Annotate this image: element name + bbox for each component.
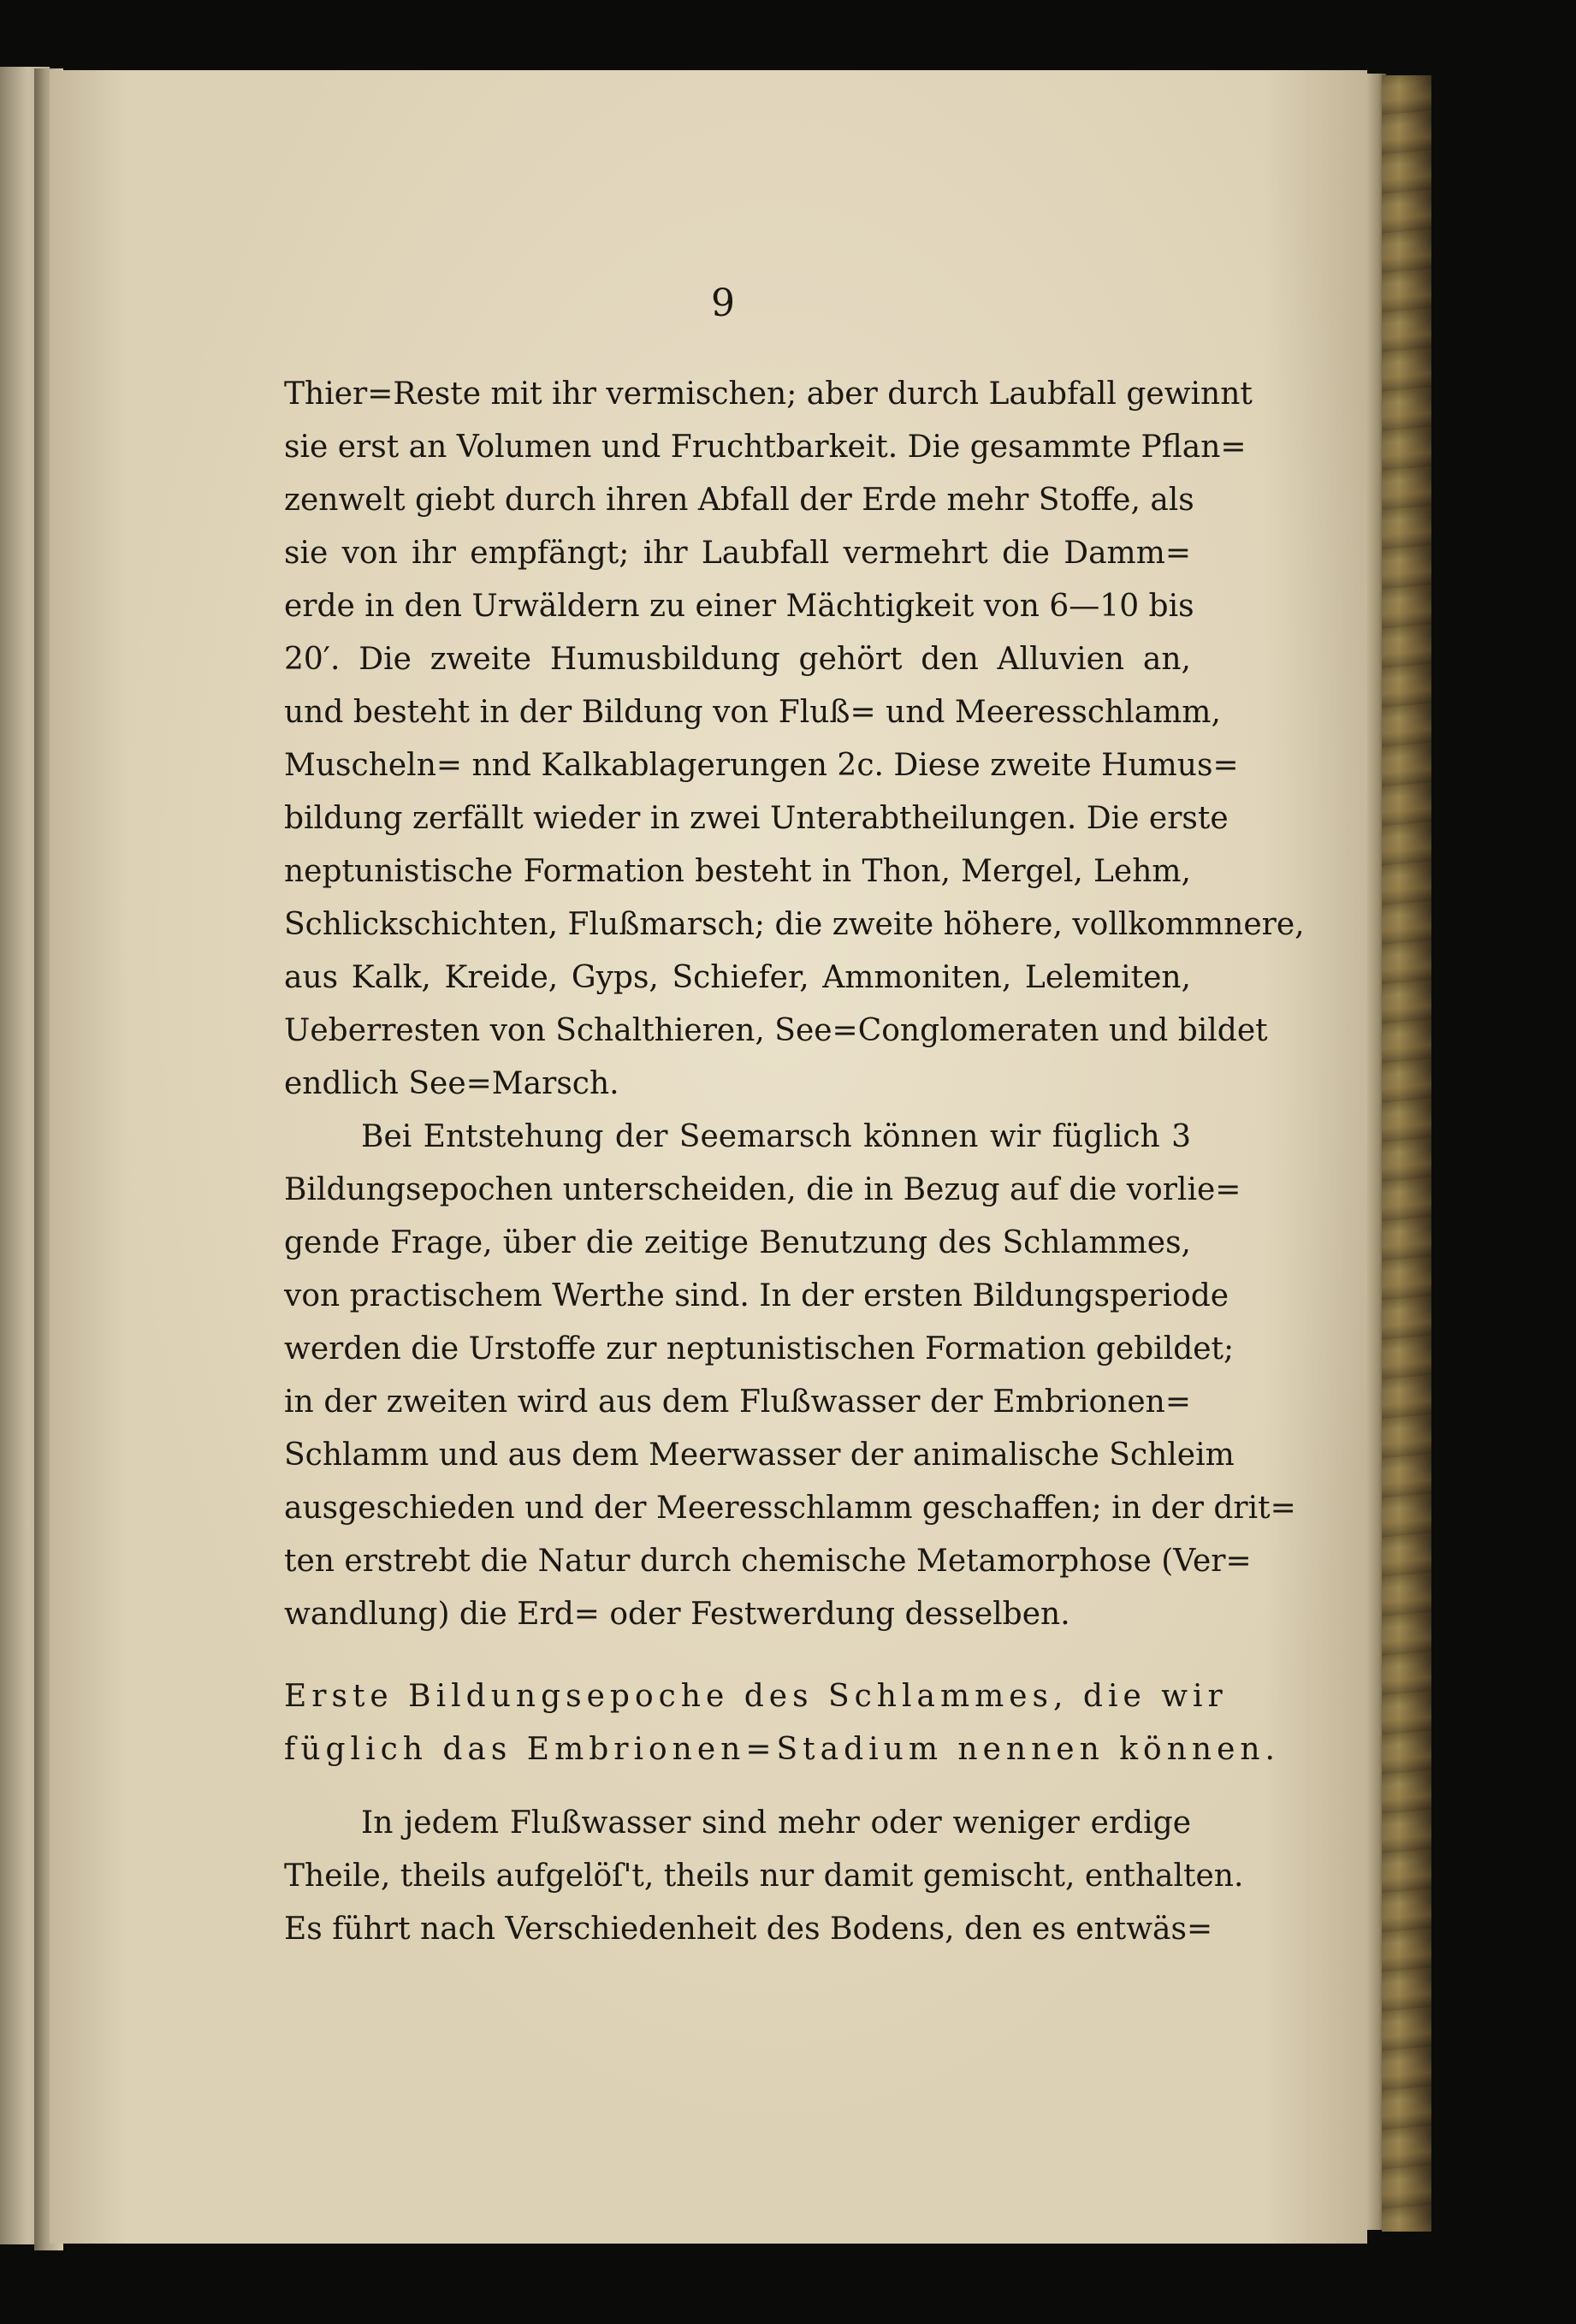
text-line: 20′. Die zweite Humusbildung gehört den Alluvien an,	[284, 642, 1191, 677]
text-line: ausgeschieden und der Meeresschlamm geschaffen; in der drit=	[284, 1491, 1296, 1526]
text-line: von practischem Werthe sind. In der ersten Bildungsperiode	[284, 1278, 1229, 1313]
text-line: Es führt nach Verschiedenheit des Bodens, den es entwäs=	[284, 1912, 1213, 1947]
section-heading-line: Erste Bildungsepoche des Schlammes, die wir	[284, 1679, 1228, 1714]
text-line: in der zweiten wird aus dem Flußwasser der Embrionen=	[284, 1384, 1191, 1420]
text-line: neptunistische Formation besteht in Thon, Mergel, Lehm,	[284, 854, 1191, 889]
text-line: Thier=Reste mit ihr vermischen; aber durch Laubfall gewinnt	[284, 376, 1253, 412]
text-line: Schlamm und aus dem Meerwasser der animalische Schleim	[284, 1438, 1235, 1473]
text-line: Bei Entstehung der Seemarsch können wir füglich 3	[361, 1119, 1191, 1154]
page-number: 9	[711, 282, 735, 325]
text-line: Schlickschichten, Flußmarsch; die zweite höhere, vollkommnere,	[284, 907, 1305, 942]
text-line: Ueberresten von Schalthieren, See=Conglomeraten und bildet	[284, 1013, 1268, 1048]
text-line: In jedem Flußwasser sind mehr oder weniger erdige	[361, 1805, 1191, 1841]
text-line: aus Kalk, Kreide, Gyps, Schiefer, Ammoniten, Lelemiten,	[284, 960, 1191, 995]
text-line: wandlung) die Erd= oder Festwerdung desselben.	[284, 1597, 1070, 1632]
text-line: erde in den Urwäldern zu einer Mächtigkeit von 6—10 bis	[284, 589, 1194, 624]
text-line: Muscheln= nnd Kalkablagerungen 2c. Diese zweite Humus=	[284, 748, 1239, 783]
text-line: Bildungsepochen unterscheiden, die in Bezug auf die vorlie=	[284, 1172, 1241, 1207]
text-line: gende Frage, über die zeitige Benutzung des Schlammes,	[284, 1225, 1191, 1260]
text-line: zenwelt giebt durch ihren Abfall der Erde mehr Stoffe, als	[284, 483, 1194, 518]
text-line: sie von ihr empfängt; ihr Laubfall vermehrt die Damm=	[284, 536, 1191, 571]
text-line: endlich See=Marsch.	[284, 1066, 619, 1101]
text-line: ten erstrebt die Natur durch chemische Metamorphose (Ver=	[284, 1544, 1252, 1579]
text-line: und besteht in der Bildung von Fluß= und Meeresschlamm,	[284, 695, 1221, 730]
text-line: Theile, theils aufgelöſ't, theils nur damit gemischt, enthalten.	[284, 1859, 1244, 1894]
text-line: werden die Urstoffe zur neptunistischen Formation gebildet;	[284, 1331, 1235, 1367]
text-line: sie erst an Volumen und Fruchtbarkeit. Die gesammte Pflan=	[284, 430, 1247, 465]
text-line: bildung zerfällt wieder in zwei Unterabtheilungen. Die erste	[284, 801, 1229, 836]
section-heading-line: füglich das Embrionen=Stadium nennen können.	[284, 1732, 1280, 1767]
